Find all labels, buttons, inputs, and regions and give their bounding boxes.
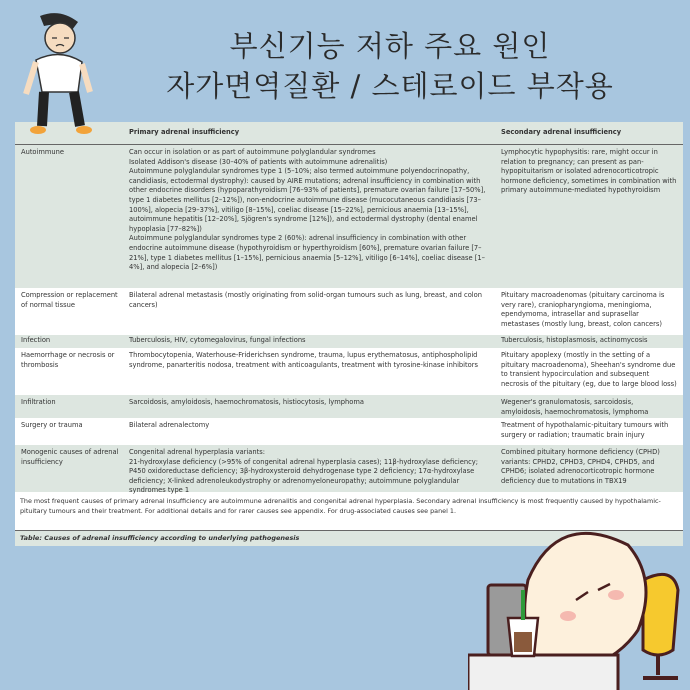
row-primary: Bilateral adrenalectomy <box>129 421 210 429</box>
row-secondary: Tuberculosis, histoplasmosis, actinomycosis <box>501 336 648 344</box>
row-cause: Surgery or trauma <box>21 421 83 429</box>
row-cause: Infection <box>21 336 51 344</box>
table-row <box>15 348 683 395</box>
title-line-1: 부신기능 저하 주요 원인 <box>229 29 551 63</box>
primary-line: Autoimmune polyglandular syndromes type 2 (60%): adrenal insufficiency in combination with other endocrine autoimmune disease (hypothyroidism or hyperthyroidism [60%], premature ovarian failure [7–21%], type 1 diabetes mellitus [1–15%], pernicious anaemia [5–12%], vitiligo [6–14%], coeliac disease [1–4%], and alopecia [2–6%]) <box>129 234 485 272</box>
row-primary <box>127 445 499 495</box>
row-cause: Monogenic causes of adrenal insufficiency <box>21 448 119 466</box>
row-secondary: Wegener's granulomatosis, sarcoidosis, amyloidosis, haemochromatosis, lymphoma <box>501 398 649 416</box>
row-cause: Infiltration <box>21 398 56 406</box>
row-secondary: Lymphocytic hypophysitis: rare, might occur in relation to pregnancy; can present as pan-hypopituitarism or isolated adrenocorticotropic hormone deficiency, sometimes in combination with primary autoimmune-mediated hypothyroidism <box>501 148 677 195</box>
row-secondary: Pituitary macroadenomas (pituitary carcinoma is very rare), craniopharyngioma, meningioma, ependymoma, intrasellar and suprasellar metastases (mostly lung, breast, colon cancers) <box>501 291 665 328</box>
table-row <box>15 145 683 288</box>
primary-line: Can occur in isolation or as part of autoimmune polyglandular syndromes <box>129 148 376 156</box>
row-primary: Tuberculosis, HIV, cytomegalovirus, fungal infections <box>129 336 306 344</box>
table-footnote: The most frequent causes of primary adrenal insufficiency are autoimmune adrenalitis and congenital adrenal hyperplasia. Secondary adrenal insufficiency is most frequently caused by hypothalamic-pituitary tumours and their treatment. For additional details and for rarer causes see appendix. For drug-associated causes see panel 1. <box>15 492 683 530</box>
title-line-2: 자가면역질환 / 스테로이드 부작용 <box>166 69 614 103</box>
primary-line: 21-hydroxylase deficiency (>95% of congenital adrenal hyperplasia cases); 11β-hydroxylase deficiency; P450 oxidoreductase deficiency; 3β-hydroxysteroid dehydrogenase type 2 deficiency; 17α-hydroxylase deficiency; X-linked adrenoleukodystrophy or adrenomyeloneuropathy; autoimmune polyglandular syndromes type 1 <box>129 457 478 495</box>
table-row <box>15 395 683 418</box>
row-primary: Thrombocytopenia, Waterhouse-Friderichsen syndrome, trauma, lupus erythematosus, antiphospholipid syndrome, panarteritis nodosa, treatment with anticoagulants, treatment with tyrosine-kinase inhibitors <box>129 351 478 369</box>
tired-man-illustration <box>20 12 100 137</box>
row-secondary: Treatment of hypothalamic-pituitary tumours with surgery or radiation; traumatic brain injury <box>501 421 669 439</box>
row-secondary: Pituitary apoplexy (mostly in the setting of a pituitary macroadenoma), Sheehan's syndrome due to transient hypocirculation and subsequent necrosis of the pituitary (eg, due to large blood loss) <box>501 351 677 388</box>
table-header <box>15 122 683 145</box>
primary-line: Isolated Addison's disease (30–40% of patients with autoimmune adrenalitis) <box>129 157 388 166</box>
row-primary: Bilateral adrenal metastasis (mostly originating from solid-organ tumours such as lung, breast, and colon cancers) <box>129 291 482 309</box>
header-secondary: Secondary adrenal insufficiency <box>501 128 622 136</box>
table-row <box>15 445 683 495</box>
table-caption: Table: Causes of adrenal insufficiency according to underlying pathogenesis <box>15 530 683 547</box>
table-row <box>15 335 683 348</box>
table-row <box>15 288 683 335</box>
primary-line: Autoimmune polyglandular syndromes type 1 (5–10%; also termed autoimmune polyendocrinopathy, candidiasis, ectodermal dystrophy): caused by AIRE mutations; adrenal insufficiency in combination with other endocrine disorders (hypoparathyroidism [76–93% of patients], premature ovarian failure [17–50%], type 1 diabetes mellitus [2–12%]), non-endocrine autoimmune disease (mucocutaneous candidiasis [73–100%], alopecia [29–37%], vitiligo [8–15%], coeliac disease [15–22%], pernicious anaemia [13–15%], autoimmune hepatitis [12–20%], Sjögren's syndrome [12%]), and ectodermal dystrophy (dental enamel hypoplasia [77–82%]) <box>129 167 486 233</box>
table-row <box>15 418 683 445</box>
row-cause: Autoimmune <box>21 148 65 156</box>
row-secondary: Combined pituitary hormone deficiency (CPHD) variants: CPHD2, CPHD3, CPHD4, CPHD5, and CPHD6; isolated adrenocorticotropic hormone deficiency due to mutations in TBX19 <box>501 448 660 485</box>
row-primary: Sarcoidosis, amyloidosis, haemochromatosis, histiocytosis, lymphoma <box>129 398 364 406</box>
sleeping-character-illustration <box>468 520 690 690</box>
row-cause: Haemorrhage or necrosis or thrombosis <box>21 351 115 369</box>
row-cause: Compression or replacement of normal tissue <box>21 291 118 309</box>
primary-line: Congenital adrenal hyperplasia variants: <box>129 448 265 456</box>
row-primary <box>127 145 499 288</box>
adrenal-insufficiency-table <box>15 122 683 546</box>
header-primary: Primary adrenal insufficiency <box>129 128 240 136</box>
